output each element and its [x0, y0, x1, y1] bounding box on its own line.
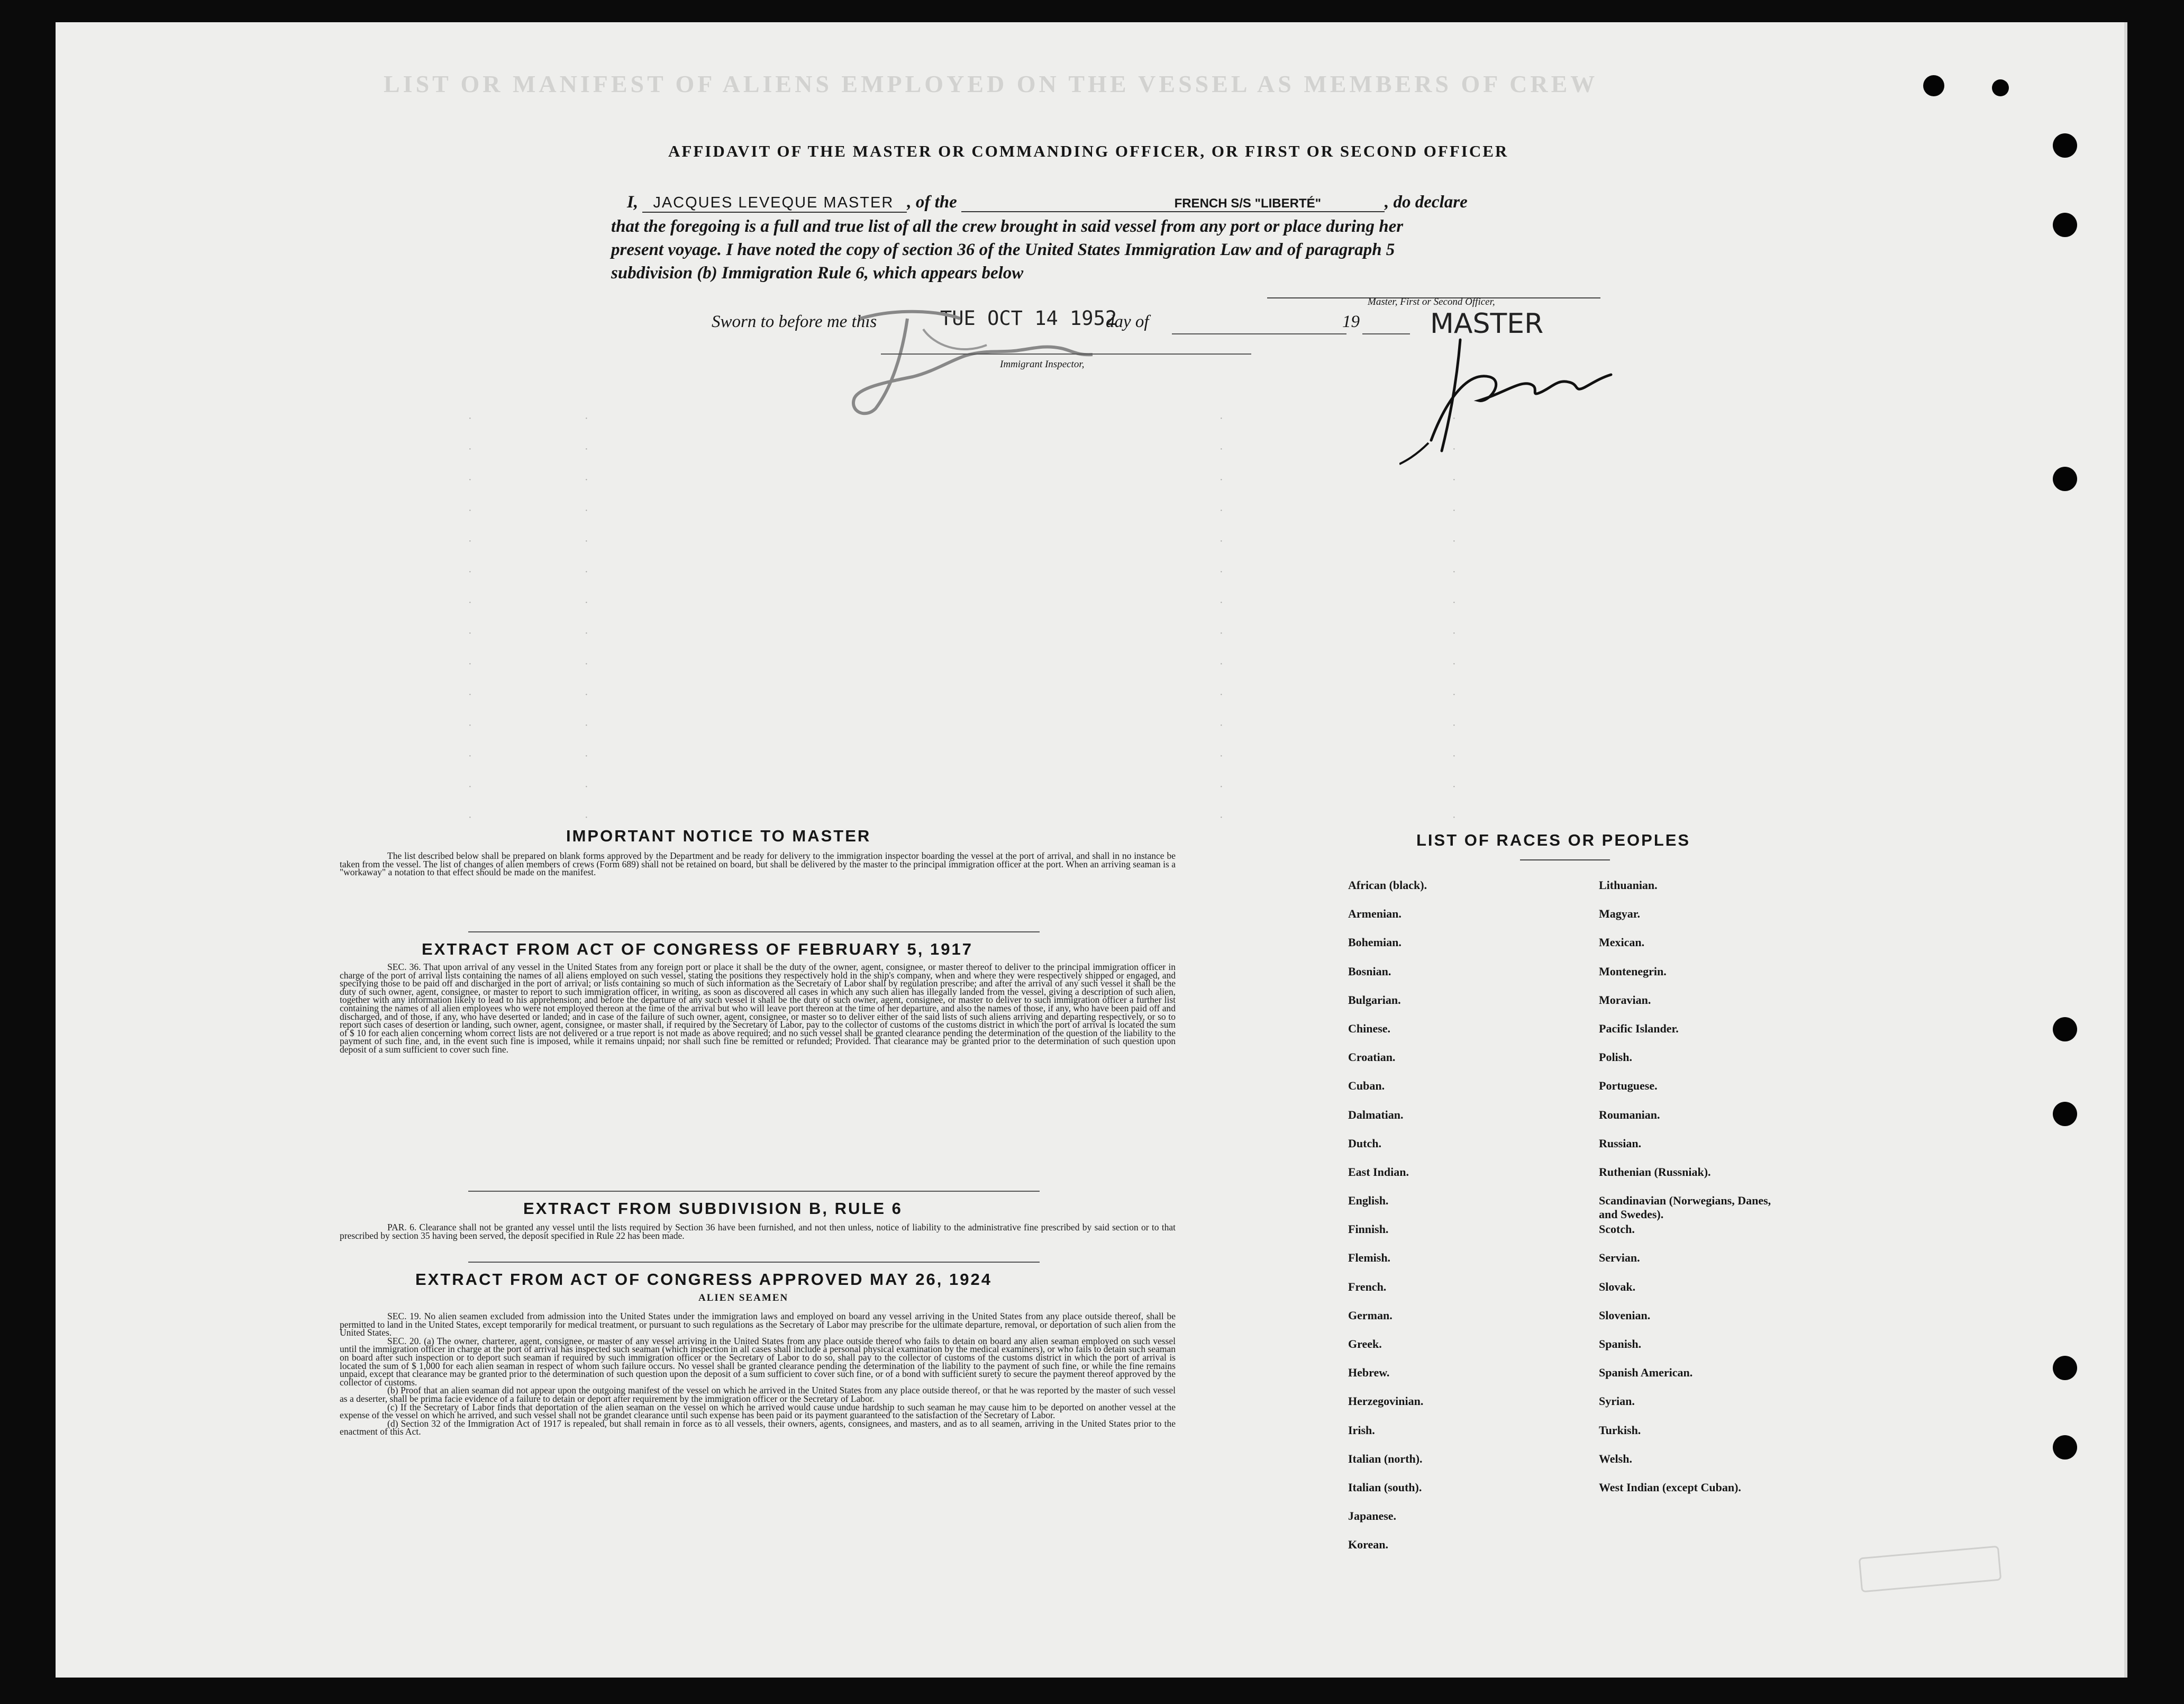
punch-hole [1992, 79, 2009, 96]
faint-grid-dots: · · · · · · · · · · · · · · [468, 413, 473, 823]
race-item: East Indian. [1348, 1165, 1409, 1179]
extract-rule6-text [340, 1223, 1176, 1240]
punch-hole [2053, 213, 2077, 237]
race-item: Scotch. [1599, 1222, 1635, 1236]
race-item: Syrian. [1599, 1394, 1635, 1408]
affidavit-line-4: subdivision (b) Immigration Rule 6, which appears below [611, 264, 1024, 283]
race-item: Finnish. [1348, 1222, 1389, 1236]
race-item: Pacific Islander. [1599, 1021, 1679, 1035]
race-item: Spanish. [1599, 1337, 1642, 1350]
race-item: Roumanian. [1599, 1108, 1660, 1121]
races-title-rule [1520, 859, 1610, 860]
race-item: Russian. [1599, 1136, 1642, 1150]
race-item: Ruthenian (Russniak). [1599, 1165, 1711, 1179]
bleed-through-title: LIST OR MANIFEST OF ALIENS EMPLOYED ON THE VESSEL AS MEMBERS OF CREW [384, 70, 1598, 97]
extract-1917-text [340, 963, 1176, 1054]
race-item: Spanish American. [1599, 1366, 1693, 1380]
master-signature [1399, 329, 1622, 467]
punch-hole [2053, 1017, 2077, 1041]
race-item: Croatian. [1348, 1050, 1396, 1064]
faint-grid-dots: · · · · · · · · · · · · · · [585, 413, 589, 823]
race-item: Italian (south). [1348, 1480, 1422, 1494]
signature-caption: Master, First or Second Officer, [1368, 296, 1495, 307]
race-item: Hebrew. [1348, 1366, 1390, 1380]
punch-hole [2053, 1102, 2077, 1126]
extract-1924-sec19: SEC. 19. No alien seamen excluded from admission into the United States under the immigration laws and employed on board any vessel arriving in the United States from any place outside thereof, shall be permitted to land in the United States, except temporarily for medical treatment, or pursuant to such regulations as the Secretary of Labor may prescribe for the ultimate departure, removal, or deportation of such alien from the United States. [340, 1311, 1176, 1338]
race-item: African (black). [1348, 878, 1427, 892]
year-line [1362, 333, 1410, 334]
day-of-label: day of [1106, 312, 1149, 331]
punch-hole [2053, 1435, 2077, 1460]
inspector-signature [828, 297, 1124, 419]
extract-1924-subtitle: ALIEN SEAMEN [698, 1292, 789, 1303]
race-item: Bohemian. [1348, 936, 1402, 949]
race-item: Lithuanian. [1599, 878, 1658, 892]
race-item: Chinese. [1348, 1021, 1391, 1035]
master-stamp: MASTER [1430, 308, 1544, 340]
race-item: Scandinavian (Norwegians, Danes, and Swedes). [1599, 1194, 1771, 1221]
extract-1917-title: EXTRACT FROM ACT OF CONGRESS OF FEBRUARY 5, 1917 [422, 940, 973, 958]
race-item: Bosnian. [1348, 964, 1391, 978]
rule-divider [468, 931, 1040, 932]
extract-1924-sec20a: SEC. 20. (a) The owner, charterer, agent, consignee, or master of any vessel arriving in the United States from any place outside thereof who fails to detain on board any alien seaman employed on such vessel until the immigration officer in charge at the port of arrival has inspected such seaman (which inspection in all cases shall include a personal physical examination by the medical examiners), or who fails to detain such seaman on board after such inspection or to deport such seaman if required by such immigration officer or the Secretary of Labor to do so, shall pay to the collector of customs of the customs district in which the port of arrival is located the sum of $ 1,000 for each alien seaman in respect of whom such failure occurs. No vessel shall be granted clearance pending the determination of the liability to the payment of such fine, or while the fine remains unpaid, except that clearance may be granted prior to the determination of such question upon the deposit of a sum sufficient to cover such fine, or of a bond with sufficient surety to secure the payment thereof approved by the collector of customs. [340, 1335, 1176, 1388]
extract-1917-paragraph: SEC. 36. That upon arrival of any vessel in the United States from any foreign port or place it shall be the duty of the owner, agent, consignee, or master thereof to deliver to the principal immigration officer in charge of the port of arrival lists containing the names of all aliens employed on such vessel, stating the positions they respectively hold in the ship's company, when and where they were respectively shipped or engaged, and specifying those to be paid off and discharged in the port of arrival; or lists containing so much of such information as the Secretary of Labor shall by regulation prescribe; and after the arrival of any such vessel it shall be the duty of such owner, agent, consignee, or master to report to such immigration officer, in writing, as soon as discovered all cases in which any such alien has illegally landed from the vessel, giving a description of such alien, together with any information likely to lead to his apprehension; and before the departure of any such vessel it shall be the duty of such owner, agent, consignee, or master to deliver to such immigration officer a further list containing the names of all alien employees who were not employed thereon at the time of the arrival but who will leave port thereon at the time of her departure, and also the names of those, if any, who have been paid off and discharged, and of those, if any, who have deserted or landed; and in case of the failure of such owner, agent, consignee, or master so to deliver either of the said lists of such aliens arriving and departing respectively, or so to report such cases of desertion or landing, such owner, agent, consignee, or master shall, if required by the Secretary of Labor, pay to the collector of customs of the customs district in which the port of arrival is located the sum of $ 10 for each alien concerning whom correct lists are not delivered or a true report is not made as above required; and no such vessel shall be granted clearance pending the determination of the question of the liability to the payment of such fine, and, in the event such fine is imposed, while it remains unpaid; nor shall such fine be remitted or refunded; Provided. That clearance may be granted prior to the determination of such question upon deposit of a sum sufficient to cover such fine. [340, 962, 1176, 1055]
race-item: Servian. [1599, 1251, 1640, 1265]
punch-hole [2053, 467, 2077, 491]
rule-divider [468, 1262, 1040, 1263]
race-item: Irish. [1348, 1423, 1375, 1437]
race-item: German. [1348, 1308, 1393, 1322]
faint-grid-dots: · · · · · · · · · · · · · · [1220, 413, 1224, 823]
races-column-2 [1599, 878, 1789, 1509]
extract-rule6-title: EXTRACT FROM SUBDIVISION B, RULE 6 [523, 1199, 903, 1218]
race-item: Dalmatian. [1348, 1108, 1404, 1121]
affidavit-intro: I, [627, 193, 639, 212]
race-item: Armenian. [1348, 907, 1402, 921]
vessel-name-field: FRENCH S/S "LIBERTÉ" [961, 196, 1385, 212]
affidavit-do-declare: , do declare [1385, 193, 1468, 212]
race-item: Montenegrin. [1599, 964, 1667, 978]
race-item: Greek. [1348, 1337, 1382, 1350]
year-prefix: 19 [1342, 312, 1360, 331]
race-item: Mexican. [1599, 936, 1645, 949]
race-item: Turkish. [1599, 1423, 1641, 1437]
race-item: Slovenian. [1599, 1308, 1651, 1322]
race-item: Cuban. [1348, 1079, 1385, 1093]
punch-hole [2053, 1356, 2077, 1380]
race-item: Italian (north). [1348, 1452, 1423, 1465]
inspector-line [881, 354, 1251, 355]
race-item: West Indian (except Cuban). [1599, 1480, 1741, 1494]
affidavit-line-3: present voyage. I have noted the copy of section 36 of the United States Immigration Law and of paragraph 5 [611, 240, 1395, 259]
race-item: Portuguese. [1599, 1079, 1658, 1093]
extract-1924-sec20d: (d) Section 32 of the Immigration Act of 1917 is repealed, but shall remain in force as to all vessels, their owners, agents, consignees, and masters, and as to all seamen, arriving in the United States prior to the enactment of this Act. [340, 1418, 1176, 1437]
affidavit-line-1 [627, 193, 1468, 213]
extract-1924-text [340, 1312, 1176, 1436]
affidavit-line-2: that the foregoing is a full and true list of all the crew brought in said vessel from any port or place during her [611, 217, 1404, 236]
punch-hole [2053, 133, 2077, 158]
race-item: Dutch. [1348, 1136, 1381, 1150]
race-item: Bulgarian. [1348, 993, 1401, 1007]
month-line [1172, 333, 1346, 334]
punch-hole [1923, 75, 1944, 96]
master-name-field: JACQUES LEVEQUE MASTER [642, 194, 907, 213]
race-item: Japanese. [1348, 1509, 1397, 1523]
race-item: English. [1348, 1194, 1389, 1208]
race-item: Korean. [1348, 1538, 1388, 1552]
notice-title: IMPORTANT NOTICE TO MASTER [566, 827, 871, 845]
extract-1924-title: EXTRACT FROM ACT OF CONGRESS APPROVED MAY 26, 1924 [415, 1270, 992, 1289]
faint-grid-dots: · · · · · · · · · · · · · · [1452, 413, 1457, 823]
races-column-1 [1348, 878, 1427, 1567]
race-item: French. [1348, 1280, 1387, 1293]
race-item: Welsh. [1599, 1452, 1632, 1465]
faint-stamp [1859, 1546, 2002, 1593]
affidavit-of-the: , of the [907, 193, 957, 212]
race-item: Flemish. [1348, 1251, 1391, 1265]
extract-rule6-paragraph: PAR. 6. Clearance shall not be granted any vessel until the lists required by Section 36 have been furnished, and not then unless, notice of liability to the administrative fine prescribed by said section or to that prescribed by section 35 having been served, the deposit specified in Rule 22 has been made. [340, 1222, 1176, 1241]
inspector-caption: Immigrant Inspector, [1000, 359, 1085, 370]
extract-1924-sec20c: (c) If the Secretary of Labor finds that deportation of the alien seaman on the vessel on which he arrived would cause undue hardship to such seaman he may cause him to be deported on another vessel at the expense of the vessel on which he arrived, and such vessel shall not be grandet clearance until such expense has been paid or its payment guaranteed to the satisfaction of the Secretary of Labor. [340, 1401, 1176, 1421]
affidavit-title: AFFIDAVIT OF THE MASTER OR COMMANDING OFFICER, OR FIRST OR SECOND OFFICER [668, 142, 1509, 160]
race-item: Slovak. [1599, 1280, 1636, 1293]
race-item: Polish. [1599, 1050, 1632, 1064]
document-sheet [56, 22, 2127, 1678]
race-item: Moravian. [1599, 993, 1651, 1007]
extract-1924-sec20b: (b) Proof that an alien seaman did not appear upon the outgoing manifest of the vessel on which he arrived in the United States from any place outside thereof, or that he was reported by the master of such vessel as a deserter, shall be prima facie evidence of a failure to detain or deport after requirement by the immigration officer or the Secretary of Labor. [340, 1385, 1176, 1404]
race-item: Magyar. [1599, 907, 1641, 921]
date-stamp: TUE OCT 14 1952 [940, 307, 1117, 330]
race-item: Herzegovinian. [1348, 1394, 1424, 1408]
races-title: LIST OF RACES OR PEOPLES [1416, 831, 1691, 849]
rule-divider [468, 1191, 1040, 1192]
sworn-prefix: Sworn to before me this [712, 312, 877, 331]
notice-paragraph: The list described below shall be prepared on blank forms approved by the Department and be ready for delivery to the immigration inspector boarding the vessel at the port of arrival, and shall in no instance be taken from the vessel. The list of changes of alien members of crews (Form 689) shall not be retained on board, but shall be delivered by the master to the principal immigration officer at the port. When an arriving seaman is a "workaway" a notation to that effect should be made on the manifest. [340, 850, 1176, 878]
notice-text [340, 852, 1176, 877]
